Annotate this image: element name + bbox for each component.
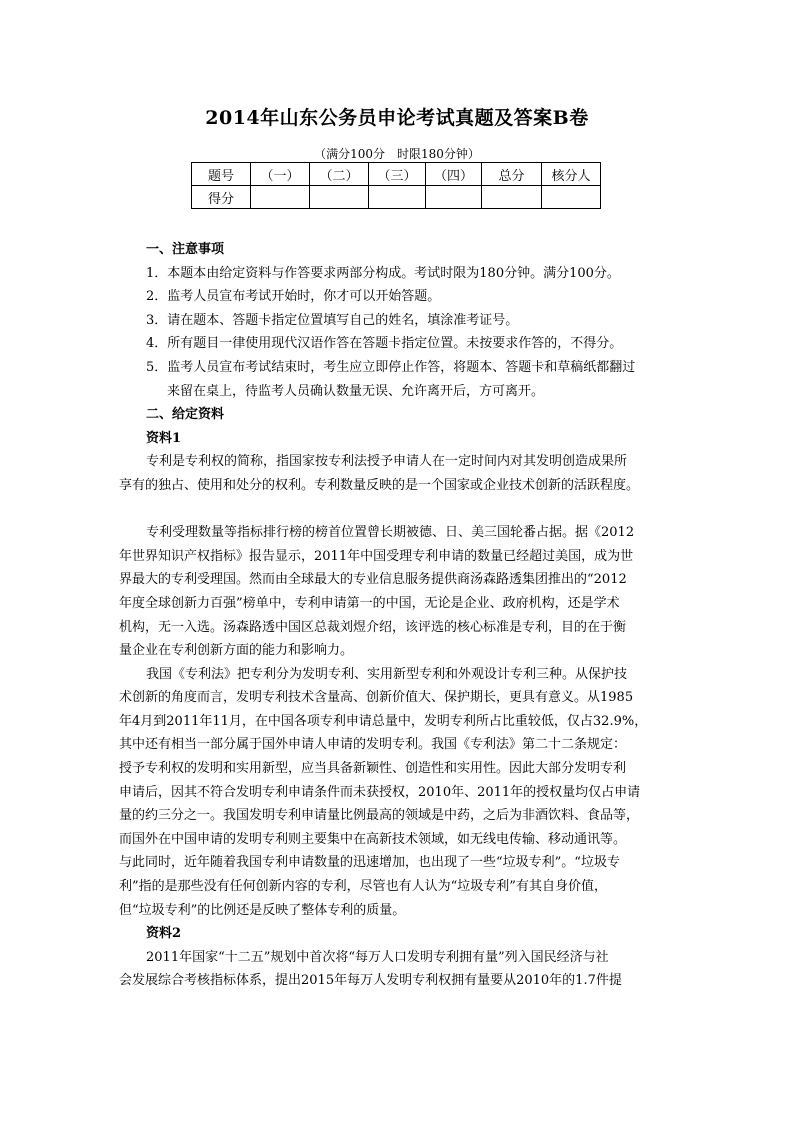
table-cell: 核分人 — [542, 163, 601, 186]
paragraph-line: 会发展综合考核指标体系，提出2015年每万人发明专利权拥有量要从2010年的1.7件提 — [119, 973, 622, 989]
note-item: 3．请在题本、答题卡指定位置填写自己的姓名，填涂准考证号。 — [146, 312, 519, 328]
paragraph-line: 而国外在中国申请的发明专利则主要集中在高新技术领域，如无线电传输、移动通讯等。 — [119, 831, 627, 847]
paragraph-line: 专利受理数量等指标排行榜的榜首位置曾长期被德、日、美三国轮番占据。据《2012 — [146, 525, 635, 541]
table-cell — [482, 186, 542, 209]
table-cell: （三） — [369, 163, 426, 186]
paragraph-line: 与此同时，近年随着我国专利申请数量的迅速增加，也出现了一些“垃圾专利”。“垃圾专 — [119, 855, 620, 871]
table-cell — [369, 186, 426, 209]
table-cell: （一） — [251, 163, 310, 186]
table-cell: （二） — [310, 163, 369, 186]
score-table — [191, 162, 601, 209]
paragraph-gap — [119, 498, 679, 522]
paragraph-line: 享有的独占、使用和处分的权利。专利数量反映的是一个国家或企业技术创新的活跃程度。 — [119, 477, 640, 493]
table-cell — [251, 186, 310, 209]
section-heading: 二、给定资料 — [146, 407, 225, 423]
paragraph-line: 但“垃圾专利”的比例还是反映了整体专利的质量。 — [119, 902, 406, 918]
material-heading: 资料1 — [146, 430, 182, 446]
paragraph-line: 术创新的角度而言，发明专利技术含量高、创新价值大、保护期长，更具有意义。从1985 — [119, 690, 634, 706]
table-cell — [310, 186, 369, 209]
section-heading: 一、注意事项 — [146, 242, 225, 257]
paragraph-line: 量的约三分之一。我国发明专利申请量比例最高的领域是中药，之后为非酒饮料、食品等， — [119, 808, 640, 824]
document-subtitle: （满分100分 时限180分钟） — [314, 147, 480, 161]
document-title: 2014年山东公务员申论考试真题及答案B卷 — [205, 107, 589, 129]
table-cell: （四） — [426, 163, 482, 186]
paragraph-line: 我国《专利法》把专利分为发明专利、实用新型专利和外观设计专利三种。从保护技 — [146, 666, 628, 682]
score-table-header-row — [192, 163, 601, 186]
paragraph-line: 年4月到2011年11月，在中国各项专利申请总量中，发明专利所占比重较低，仅占32.9%， — [119, 713, 648, 729]
note-item-continued: 来留在桌上，待监考人员确认数量无误、允许离开后，方可离开。 — [167, 383, 545, 399]
paragraph-line: 申请后，因其不符合发明专利申请条件而未获授权，2010年、2011年的授权量均仅占申请 — [119, 784, 641, 800]
paragraph-line: 界最大的专利受理国。然而由全球最大的专业信息服务提供商汤森路透集团推出的“2012 — [119, 572, 627, 588]
score-table-score-row — [192, 186, 601, 209]
paragraph-line: 年度全球创新力百强”榜单中，专利申请第一的中国，无论是企业、政府机构，还是学术 — [119, 595, 620, 611]
paragraph-line: 量企业在专利创新方面的能力和影响力。 — [119, 643, 354, 659]
paragraph-line: 其中还有相当一部分属于国外申请人申请的发明专利。我国《专利法》第二十二条规定： — [119, 737, 627, 753]
table-cell: 得分 — [192, 186, 251, 209]
document-body — [119, 238, 679, 993]
table-cell: 总分 — [482, 163, 542, 186]
paragraph-line: 专利是专利权的简称，指国家按专利法授予申请人在一定时间内对其发明创造成果所 — [146, 454, 628, 470]
paragraph-line: 授予专利权的发明和实用新型，应当具备新颖性、创造性和实用性。因此大部分发明专利 — [119, 761, 627, 777]
note-item: 4．所有题目一律使用现代汉语作答在答题卡指定位置。未按要求作答的，不得分。 — [146, 336, 623, 352]
note-item: 1．本题本由给定资料与作答要求两部分构成。考试时限为180分钟。满分100分。 — [146, 265, 620, 281]
note-item: 2．监考人员宣布考试开始时，你才可以开始答题。 — [146, 289, 441, 305]
table-cell — [542, 186, 601, 209]
paragraph-line: 利”指的是那些没有任何创新内容的专利，尽管也有人认为“垃圾专利”有其自身价值， — [119, 879, 607, 895]
note-item: 5．监考人员宣布考试结束时，考生应立即停止作答，将题本、答题卡和草稿纸都翻过 — [146, 359, 636, 375]
paragraph-line: 年世界知识产权指标》报告显示，2011年中国受理专利申请的数量已经超过美国，成为世 — [119, 548, 634, 564]
table-cell — [426, 186, 482, 209]
paragraph-line: 2011年国家“十二五”规划中首次将“每万人口发明专利拥有量”列入国民经济与社 — [146, 949, 609, 965]
table-cell: 题号 — [192, 163, 251, 186]
paragraph-line: 机构，无一入选。汤森路透中国区总裁刘煜介绍，该评选的核心标准是专利，目的在于衡 — [119, 619, 627, 635]
material-heading: 资料2 — [146, 926, 182, 942]
